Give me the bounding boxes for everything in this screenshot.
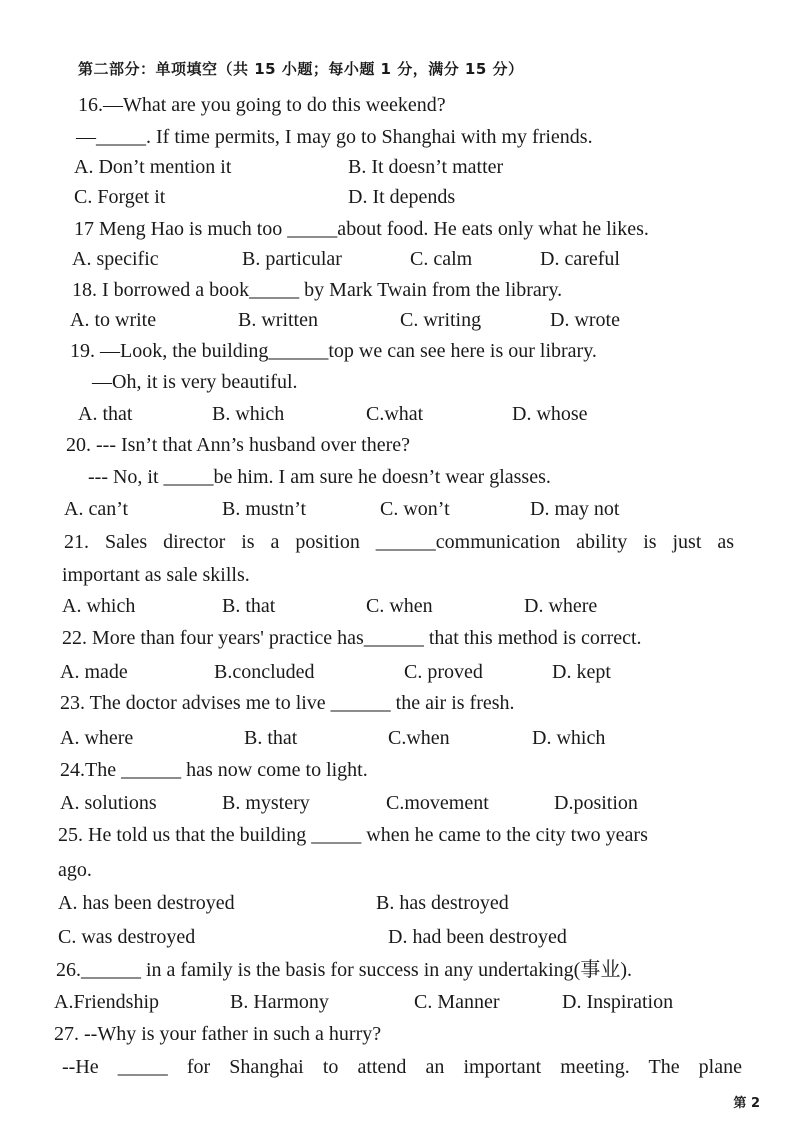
question-20-response: --- No, it _____be him. I am sure he doesn’t wear glasses.: [88, 466, 551, 488]
question-17-option-a: A. specific: [72, 248, 159, 270]
question-27-stem: 27. --Why is your father in such a hurry?: [54, 1023, 382, 1045]
page-number: 第 2: [733, 1096, 760, 1111]
question-24-option-a: A. solutions: [60, 792, 157, 814]
question-26-option-c: C. Manner: [414, 991, 500, 1013]
question-24-option-c: C.movement: [386, 792, 489, 814]
question-23-stem: 23. The doctor advises me to live ______ the air is fresh.: [60, 692, 515, 714]
question-20-option-c: C. won’t: [380, 498, 450, 520]
question-25-stem: 25. He told us that the building _____ when he came to the city two years: [58, 824, 648, 846]
question-21-option-d: D. where: [524, 595, 598, 617]
question-25-stem-cont: ago.: [58, 859, 92, 881]
question-24-option-d: D.position: [554, 792, 638, 814]
question-19-option-a: A. that: [78, 403, 133, 425]
question-19-option-d: D. whose: [512, 403, 588, 425]
question-24-stem: 24.The ______ has now come to light.: [60, 759, 368, 781]
question-18-option-a: A. to write: [70, 309, 157, 331]
question-26-option-a: A.Friendship: [54, 991, 159, 1013]
section-header: 第二部分：单项填空（共 15 小题；每小题 1 分，满分 15 分）: [78, 60, 524, 78]
question-18-option-c: C. writing: [400, 309, 482, 331]
question-18-stem: 18. I borrowed a book_____ by Mark Twain from the library.: [72, 279, 563, 301]
question-23-option-d: D. which: [532, 727, 606, 749]
question-26-stem: 26.______ in a family is the basis for success in any undertaking(事业).: [56, 959, 632, 981]
question-17-stem: 17 Meng Hao is much too _____about food. He eats only what he likes.: [74, 218, 649, 240]
question-21-option-c: C. when: [366, 595, 433, 617]
question-19-option-c: C.what: [366, 403, 424, 425]
question-25-option-d: D. had been destroyed: [388, 926, 567, 948]
question-16-response: —_____. If time permits, I may go to Shanghai with my friends.: [76, 126, 593, 148]
question-22-stem: 22. More than four years' practice has______ that this method is correct.: [62, 627, 642, 649]
question-19-option-b: B. which: [212, 403, 285, 425]
question-26-option-d: D. Inspiration: [562, 991, 674, 1013]
question-21-stem: 21. Sales director is a position ______communication ability is just as: [64, 531, 734, 553]
question-17-option-c: C. calm: [410, 248, 473, 270]
question-20-option-b: B. mustn’t: [222, 498, 307, 520]
question-21-stem-cont: important as sale skills.: [62, 564, 250, 586]
question-16-stem: 16.—What are you going to do this weekend?: [78, 94, 446, 116]
question-18-option-d: D. wrote: [550, 309, 620, 331]
question-20-option-a: A. can’t: [64, 498, 129, 520]
question-23-option-b: B. that: [244, 727, 298, 749]
question-25-option-a: A. has been destroyed: [58, 892, 235, 914]
question-17-option-d: D. careful: [540, 248, 620, 270]
question-27-response: --He _____ for Shanghai to attend an important meeting. The plane: [62, 1056, 742, 1078]
question-19-stem: 19. —Look, the building______top we can see here is our library.: [70, 340, 597, 362]
question-21-option-a: A. which: [62, 595, 136, 617]
question-20-stem: 20. --- Isn’t that Ann’s husband over there?: [66, 434, 410, 456]
question-16-option-b: B. It doesn’t matter: [348, 156, 504, 178]
question-23-option-c: C.when: [388, 727, 450, 749]
question-25-option-b: B. has destroyed: [376, 892, 509, 914]
question-26-option-b: B. Harmony: [230, 991, 329, 1013]
question-16-option-d: D. It depends: [348, 186, 456, 208]
question-22-option-d: D. kept: [552, 661, 611, 683]
question-19-response: —Oh, it is very beautiful.: [92, 371, 298, 393]
question-22-option-b: B.concluded: [214, 661, 315, 683]
question-18-option-b: B. written: [238, 309, 318, 331]
question-23-option-a: A. where: [60, 727, 134, 749]
question-16-option-a: A. Don’t mention it: [74, 156, 232, 178]
question-21-option-b: B. that: [222, 595, 276, 617]
question-20-option-d: D. may not: [530, 498, 620, 520]
question-22-option-c: C. proved: [404, 661, 483, 683]
question-16-option-c: C. Forget it: [74, 186, 166, 208]
question-25-option-c: C. was destroyed: [58, 926, 196, 948]
question-22-option-a: A. made: [60, 661, 128, 683]
question-24-option-b: B. mystery: [222, 792, 310, 814]
question-17-option-b: B. particular: [242, 248, 342, 270]
